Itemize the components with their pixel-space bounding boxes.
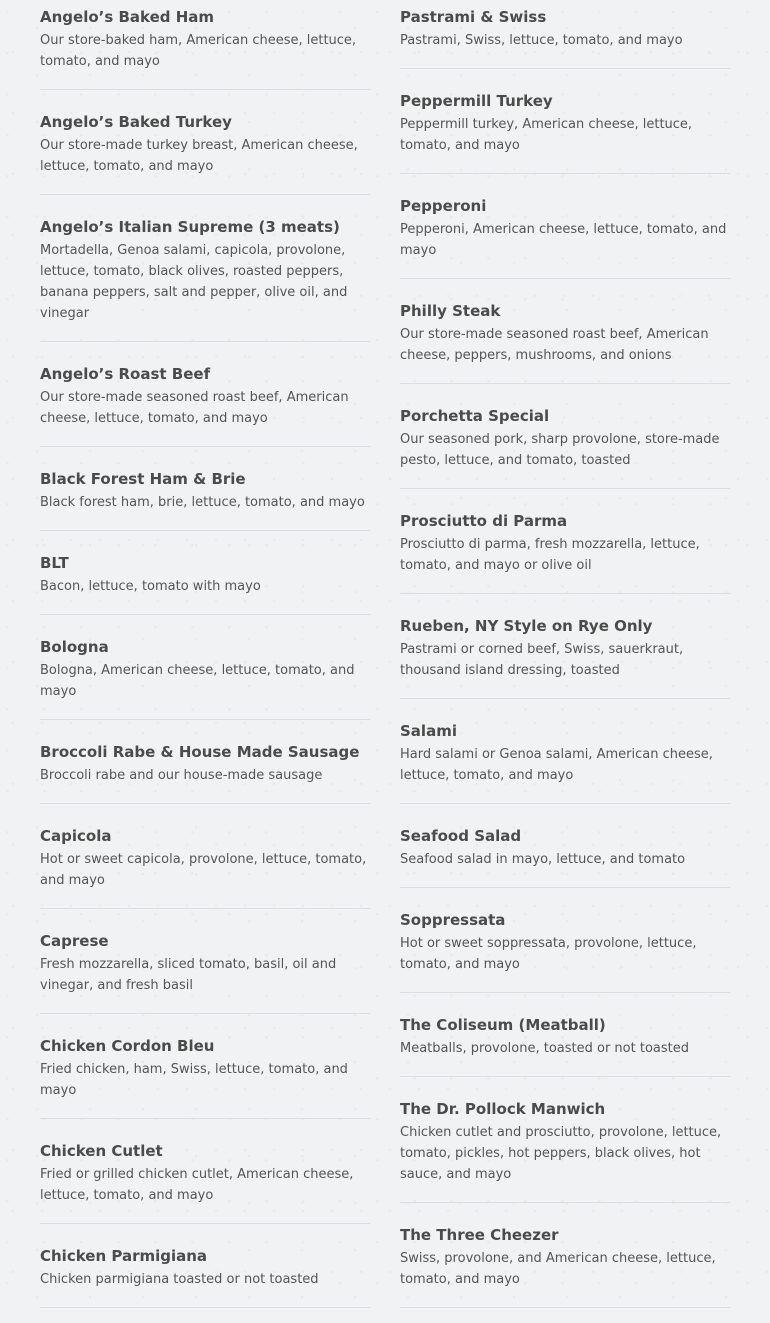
menu-item-description: Seafood salad in mayo, lettuce, and tomato <box>400 852 686 867</box>
menu-item-name: Prosciutto di Parma <box>400 512 568 530</box>
menu-item-name: Chicken Cutlet <box>40 1142 163 1160</box>
menu-column-left <box>40 0 370 1323</box>
menu-item <box>400 294 730 384</box>
menu-item-description: Fresh mozzarella, sliced tomato, basil, oil and vinegar, and fresh basil <box>40 957 337 993</box>
menu-item-name: Caprese <box>40 932 109 950</box>
menu-item-name: Bologna <box>40 638 109 656</box>
menu-item-description: Fried chicken, ham, Swiss, lettuce, tomato, and mayo <box>40 1062 348 1098</box>
menu-item-description: Fried or grilled chicken cutlet, American cheese, lettuce, tomato, and mayo <box>40 1167 354 1203</box>
menu-item-name: The Dr. Pollock Manwich <box>400 1100 606 1118</box>
menu-item-name: The Three Cheezer <box>400 1226 559 1244</box>
menu-item <box>40 630 370 720</box>
menu-item-description: Prosciutto di parma, fresh mozzarella, lettuce, tomato, and mayo or olive oil <box>400 537 700 573</box>
menu-item <box>40 105 370 195</box>
menu-item-name: Salami <box>400 722 457 740</box>
menu-item-description: Our store-made seasoned roast beef, American cheese, lettuce, tomato, and mayo <box>40 390 349 426</box>
menu-item <box>400 189 730 279</box>
menu-item-description: Black forest ham, brie, lettuce, tomato, and mayo <box>40 495 365 510</box>
menu-item-description: Bologna, American cheese, lettuce, tomato, and mayo <box>40 663 355 699</box>
menu-item-description: Broccoli rabe and our house-made sausage <box>40 768 323 783</box>
menu-item-name: Chicken Cordon Bleu <box>40 1037 215 1055</box>
menu-item <box>400 0 730 69</box>
menu-item-description: Pepperoni, American cheese, lettuce, tomato, and mayo <box>400 222 727 258</box>
menu-item-name: Black Forest Ham & Brie <box>40 470 246 488</box>
menu-item <box>40 924 370 1014</box>
menu-item-description: Hot or sweet capicola, provolone, lettuce, tomato, and mayo <box>40 852 367 888</box>
menu-item <box>40 1029 370 1119</box>
menu-item-description: Pastrami, Swiss, lettuce, tomato, and mayo <box>400 33 683 48</box>
menu-item <box>400 84 730 174</box>
menu-item-name: Chicken Parmigiana <box>40 1247 208 1265</box>
menu-item <box>40 735 370 804</box>
menu-item <box>40 0 370 90</box>
menu-item <box>40 1239 370 1308</box>
menu-item-name: Angelo’s Baked Ham <box>40 8 215 26</box>
menu-item <box>400 1092 730 1203</box>
menu-item-name: Rueben, NY Style on Rye Only <box>400 617 653 635</box>
menu-item-description: Pastrami or corned beef, Swiss, sauerkraut, thousand island dressing, toasted <box>400 642 684 678</box>
menu-item-description: Swiss, provolone, and American cheese, lettuce, tomato, and mayo <box>400 1251 716 1287</box>
menu-item-description: Our store-made turkey breast, American cheese, lettuce, tomato, and mayo <box>40 138 358 174</box>
menu-item-description: Meatballs, provolone, toasted or not toasted <box>400 1041 689 1056</box>
menu-item <box>400 399 730 489</box>
menu-item-name: Angelo’s Italian Supreme (3 meats) <box>40 218 340 236</box>
menu-item-description: Bacon, lettuce, tomato with mayo <box>40 579 261 594</box>
menu-item-name: Angelo’s Roast Beef <box>40 365 211 383</box>
menu-item <box>40 546 370 615</box>
menu-item <box>40 357 370 447</box>
menu-item <box>400 903 730 993</box>
menu-item <box>400 714 730 804</box>
menu-item <box>400 609 730 699</box>
menu-item-name: Capicola <box>40 827 112 845</box>
menu-item-name: Seafood Salad <box>400 827 522 845</box>
menu-item-name: The Coliseum (Meatball) <box>400 1016 606 1034</box>
menu-item <box>400 1218 730 1308</box>
menu-item-description: Chicken parmigiana toasted or not toasted <box>40 1272 319 1287</box>
menu-item <box>400 819 730 888</box>
menu-item-description: Hard salami or Genoa salami, American cheese, lettuce, tomato, and mayo <box>400 747 713 783</box>
menu-column-right <box>400 0 730 1323</box>
menu-item-description: Our seasoned pork, sharp provolone, store-made pesto, lettuce, and tomato, toasted <box>400 432 720 468</box>
menu-item-description: Chicken cutlet and prosciutto, provolone, lettuce, tomato, pickles, hot peppers, black olives, hot sauce, and mayo <box>400 1125 722 1182</box>
menu-item-name: Pastrami & Swiss <box>400 8 547 26</box>
menu-item-name: Broccoli Rabe & House Made Sausage <box>40 743 360 761</box>
menu-item-description: Hot or sweet soppressata, provolone, lettuce, tomato, and mayo <box>400 936 697 972</box>
menu-item-name: Porchetta Special <box>400 407 550 425</box>
menu-item-name: Angelo’s Baked Turkey <box>40 113 232 131</box>
menu-item <box>40 210 370 342</box>
menu-item <box>400 1008 730 1077</box>
menu-item-description: Mortadella, Genoa salami, capicola, provolone, lettuce, tomato, black olives, roasted peppers, banana peppers, salt and pepper, olive oil, and vinegar <box>40 243 348 321</box>
menu-item <box>40 1134 370 1224</box>
menu-item-description: Our store-made seasoned roast beef, American cheese, peppers, mushrooms, and onions <box>400 327 709 363</box>
menu-item-name: Pepperoni <box>400 197 487 215</box>
menu-item <box>400 504 730 594</box>
menu-item-name: Peppermill Turkey <box>400 92 553 110</box>
menu-item <box>40 819 370 909</box>
menu-item-description: Peppermill turkey, American cheese, lettuce, tomato, and mayo <box>400 117 693 153</box>
menu-item-description: Our store-baked ham, American cheese, lettuce, tomato, and mayo <box>40 33 357 69</box>
menu-item-name: Philly Steak <box>400 302 501 320</box>
menu-item-name: Soppressata <box>400 911 506 929</box>
menu-item-name: BLT <box>40 554 69 572</box>
menu-item <box>40 462 370 531</box>
